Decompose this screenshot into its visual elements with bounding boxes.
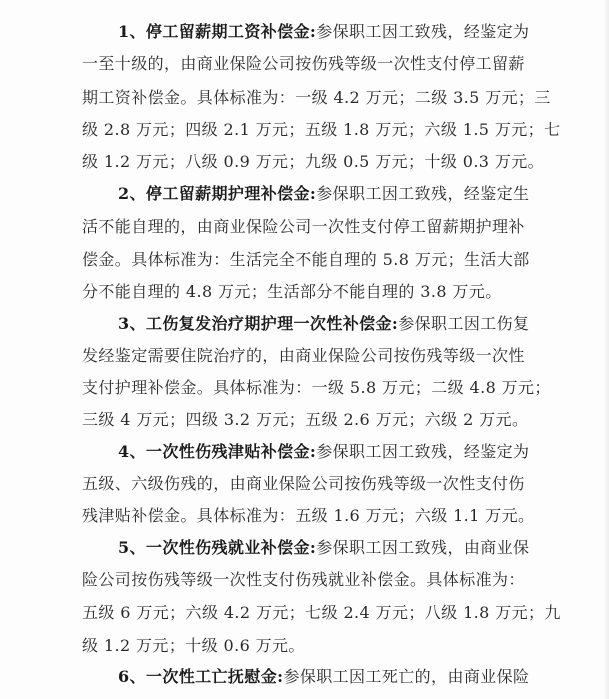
paragraph-3-first-text: 参保职工因工伤复 <box>398 314 530 333</box>
paragraph-2-line-2: 活不能自理的，由商业保险公司一次性支付停工留薪期护理补 <box>82 217 525 236</box>
paragraph-1-line-5: 级 1.2 万元；八级 0.9 万元；九级 0.5 万元；十级 0.3 万元。 <box>82 152 545 171</box>
paragraph-4-heading: 4、一次性伤残津贴补偿金: <box>118 442 317 461</box>
paragraph-1-line-4: 级 2.8 万元；四级 2.1 万元；五级 1.8 万元；六级 1.5 万元；七 <box>82 120 561 139</box>
paragraph-3-heading: 3、工伤复发治疗期护理一次性补偿金: <box>118 314 399 333</box>
paragraph-6-heading: 6、一次性工亡抚慰金: <box>118 667 284 686</box>
paragraph-4-first-line <box>118 438 529 466</box>
paragraph-1-first-line <box>118 18 529 46</box>
paragraph-6-first-line <box>118 663 529 691</box>
paragraph-5-line-2: 险公司按伤残等级一次性支付伤残就业补偿金。具体标准为： <box>82 570 525 589</box>
paragraph-5-first-line <box>118 534 529 562</box>
paragraph-1-first-text: 参保职工因工致残，经鉴定为 <box>316 22 530 41</box>
paragraph-1-heading: 1、停工留薪期工资补偿金: <box>118 22 317 41</box>
paragraph-3-line-4: 三级 4 万元；四级 3.2 万元；五级 2.6 万元；六级 2 万元。 <box>82 410 529 429</box>
paragraph-5-first-text: 参保职工因工致残，由商业保 <box>316 538 530 557</box>
paragraph-4-line-3: 残津贴补偿金。具体标准为：五级 1.6 万元；六级 1.1 万元。 <box>82 506 535 525</box>
paragraph-2-line-3: 偿金。具体标准为：生活完全不能自理的 5.8 万元；生活大部 <box>82 250 530 269</box>
paragraph-2-line-4: 分不能自理的 4.8 万元；生活部分不能自理的 3.8 万元。 <box>82 282 502 301</box>
paragraph-2-first-line <box>118 180 529 208</box>
paragraph-3-line-3: 支付护理补偿金。具体标准为：一级 5.8 万元；二级 4.8 万元； <box>82 378 551 397</box>
paragraph-4-line-2: 五级、六级伤残的，由商业保险公司按伤残等级一次性支付伤 <box>82 474 525 493</box>
paragraph-1-line-3: 期工资补偿金。具体标准为：一级 4.2 万元；二级 3.5 万元；三 <box>82 88 551 107</box>
paragraph-5-heading: 5、一次性伤残就业补偿金: <box>118 538 317 557</box>
paragraph-4-first-text: 参保职工因工致残，经鉴定为 <box>316 442 530 461</box>
paragraph-2-heading: 2、停工留薪期护理补偿金: <box>118 184 317 203</box>
paragraph-2-first-text: 参保职工因工致残，经鉴定生 <box>316 184 530 203</box>
paragraph-1-line-2: 一至十级的，由商业保险公司按伤残等级一次性支付停工留薪 <box>82 54 525 73</box>
paragraph-5-line-3: 五级 6 万元；六级 4.2 万元；七级 2.4 万元；八级 1.8 万元；九 <box>82 603 561 622</box>
page-edge-shadow <box>603 0 609 699</box>
paragraph-5-line-4: 级 1.2 万元；十级 0.6 万元。 <box>82 636 305 655</box>
paragraph-3-line-2: 发经鉴定需要住院治疗的，由商业保险公司按伤残等级一次性 <box>82 346 525 365</box>
paragraph-6-first-text: 参保职工因工死亡的，由商业保险 <box>283 667 530 686</box>
paragraph-3-first-line <box>118 310 529 338</box>
